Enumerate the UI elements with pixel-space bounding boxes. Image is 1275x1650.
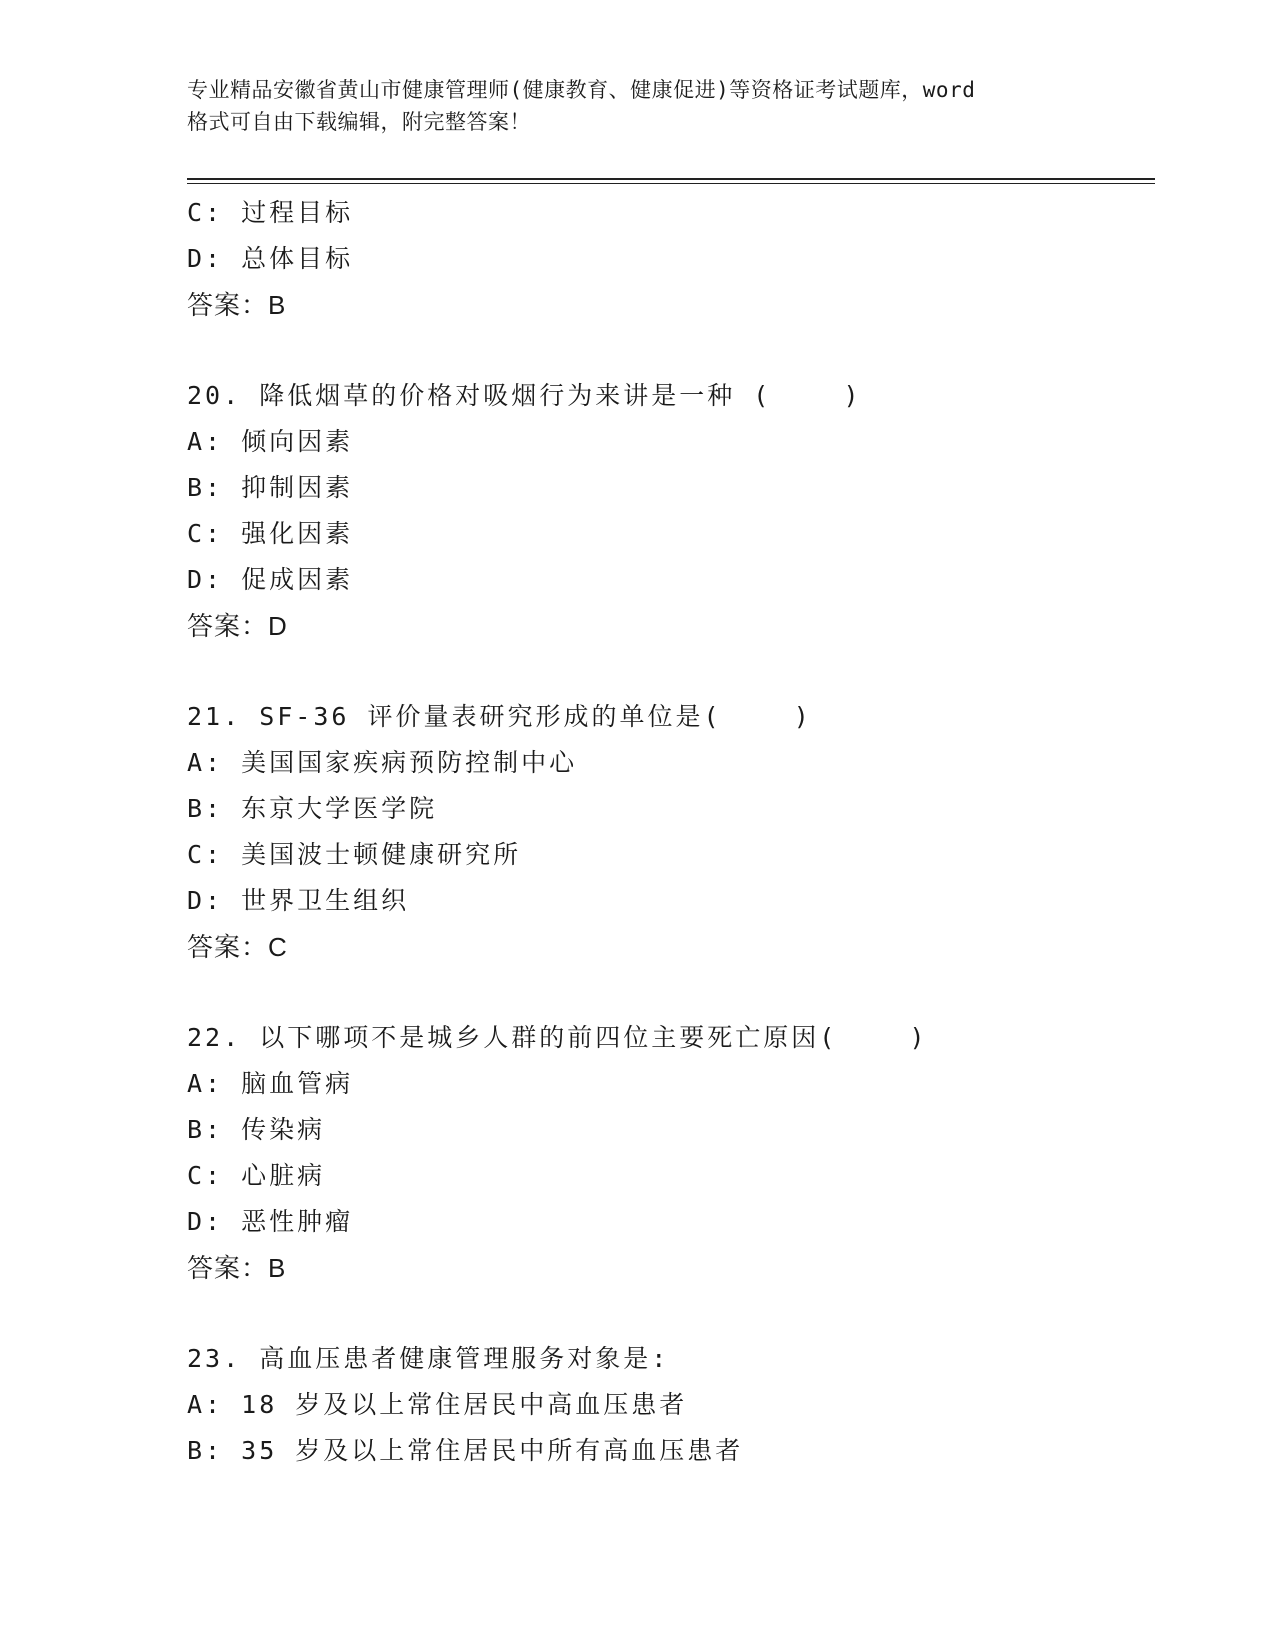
question-spacer bbox=[187, 1291, 1147, 1336]
answer-line: 答案：B bbox=[187, 1253, 287, 1283]
option-a: A: 脑血管病 bbox=[187, 1069, 354, 1098]
question-stem: 20. 降低烟草的价格对吸烟行为来讲是一种 ( ) bbox=[187, 381, 862, 410]
question-list bbox=[187, 190, 1147, 1474]
option-d: D: 促成因素 bbox=[187, 565, 354, 594]
header-divider-thin bbox=[187, 183, 1155, 184]
option-d: D: 总体目标 bbox=[187, 244, 354, 273]
option-b: B: 抑制因素 bbox=[187, 473, 354, 502]
question-21 bbox=[187, 694, 1147, 970]
question-spacer bbox=[187, 970, 1147, 1015]
option-c: C: 过程目标 bbox=[187, 198, 354, 227]
option-c: C: 美国波士顿健康研究所 bbox=[187, 840, 522, 869]
question-stem: 22. 以下哪项不是城乡人群的前四位主要死亡原因( ) bbox=[187, 1023, 928, 1052]
answer-line: 答案：D bbox=[187, 611, 288, 641]
question-19-partial bbox=[187, 190, 1147, 328]
option-a: A: 倾向因素 bbox=[187, 427, 354, 456]
option-a: A: 美国国家疾病预防控制中心 bbox=[187, 748, 578, 777]
header-divider-thick bbox=[187, 178, 1155, 180]
document-header bbox=[187, 74, 1087, 138]
question-20 bbox=[187, 373, 1147, 649]
question-stem: 21. SF-36 评价量表研究形成的单位是( ) bbox=[187, 702, 812, 731]
question-spacer bbox=[187, 649, 1147, 694]
question-23 bbox=[187, 1336, 1147, 1474]
option-d: D: 恶性肿瘤 bbox=[187, 1207, 354, 1236]
option-c: C: 强化因素 bbox=[187, 519, 354, 548]
option-b: B: 传染病 bbox=[187, 1115, 326, 1144]
answer-line: 答案：B bbox=[187, 290, 287, 320]
option-d: D: 世界卫生组织 bbox=[187, 886, 410, 915]
option-b: B: 35 岁及以上常住居民中所有高血压患者 bbox=[187, 1436, 744, 1465]
option-a: A: 18 岁及以上常住居民中高血压患者 bbox=[187, 1390, 688, 1419]
question-spacer bbox=[187, 328, 1147, 373]
header-line-1: 专业精品安徽省黄山市健康管理师(健康教育、健康促进)等资格证考试题库，word bbox=[187, 78, 976, 102]
question-22 bbox=[187, 1015, 1147, 1291]
option-c: C: 心脏病 bbox=[187, 1161, 326, 1190]
answer-line: 答案：C bbox=[187, 932, 288, 962]
header-line-2: 格式可自由下载编辑，附完整答案！ bbox=[187, 110, 531, 134]
option-b: B: 东京大学医学院 bbox=[187, 794, 438, 823]
question-stem: 23. 高血压患者健康管理服务对象是: bbox=[187, 1344, 670, 1373]
